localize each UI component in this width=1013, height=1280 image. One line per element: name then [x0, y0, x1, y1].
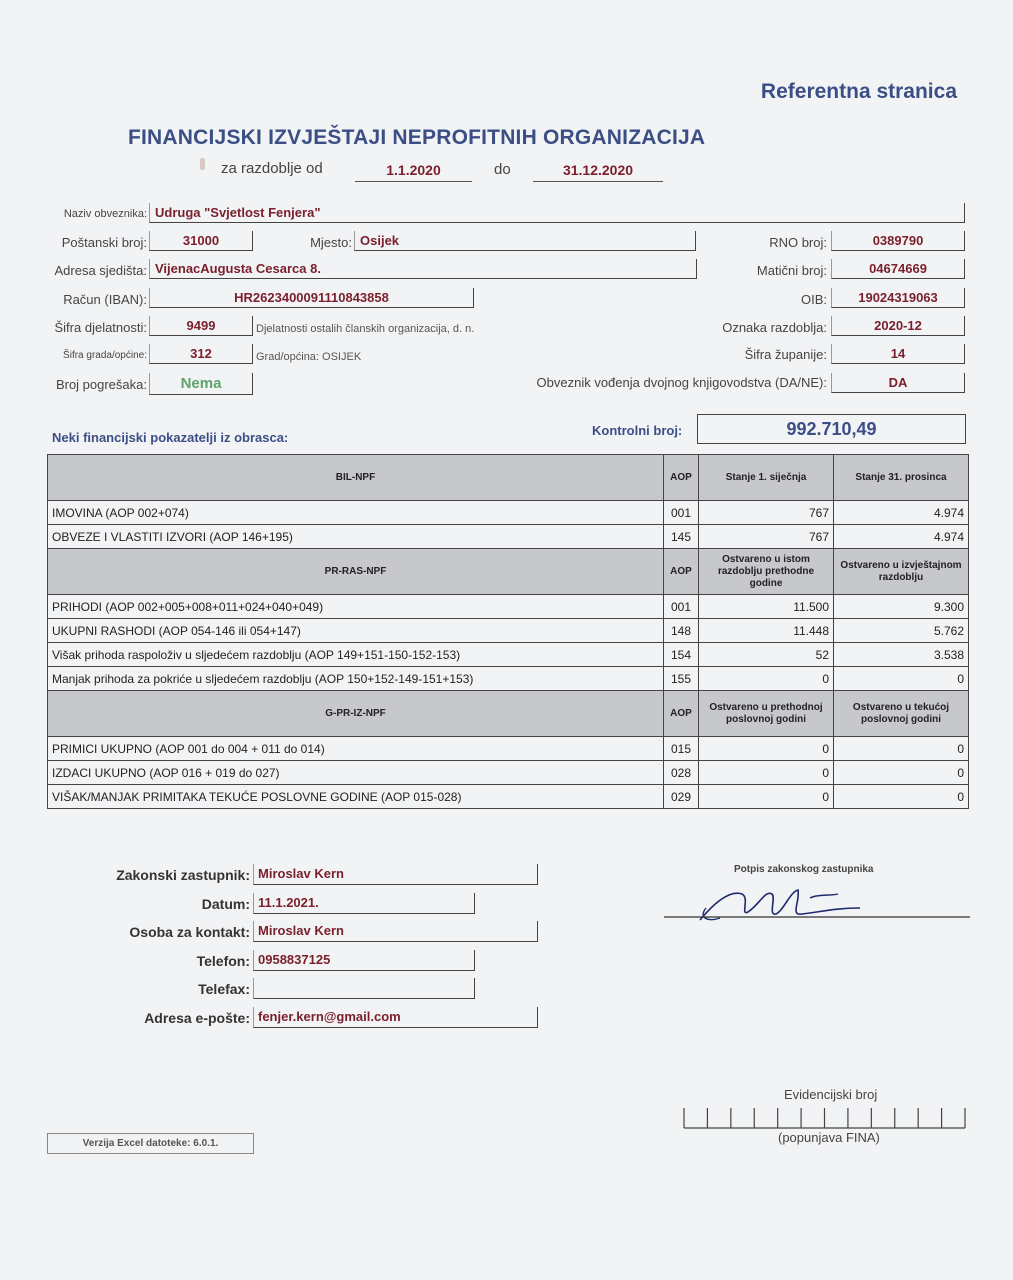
grad-label: Šifra grada/općine: [63, 350, 147, 361]
telefon-field[interactable] [253, 950, 475, 971]
email-field[interactable] [253, 1007, 538, 1028]
djelatnost-field[interactable] [149, 316, 253, 336]
row-value-2: 5.762 [834, 619, 969, 643]
dvojno-field[interactable] [831, 373, 965, 393]
row-value-1: 767 [699, 501, 834, 525]
zastupnik-label: Zakonski zastupnik: [116, 867, 250, 883]
row-aop: 154 [664, 643, 699, 667]
evidencijski-broj-boxes[interactable] [683, 1106, 967, 1130]
table-row [48, 619, 969, 643]
dvojno-label: Obveznik vođenja dvojnog knjigovodstva (DA/NE): [536, 375, 827, 390]
column-header: Stanje 31. prosinca [834, 455, 969, 501]
table-row [48, 501, 969, 525]
row-value-1: 0 [699, 785, 834, 809]
period-from: 1.1.2020 [355, 162, 472, 182]
zastupnik-value: Miroslav Kern [258, 866, 344, 881]
grad-description: Grad/općina: OSIJEK [256, 351, 362, 363]
racun-value: HR2623400091110843858 [234, 290, 389, 305]
oib-field[interactable] [831, 288, 965, 308]
table-row [48, 595, 969, 619]
row-aop: 015 [664, 737, 699, 761]
row-value-1: 11.448 [699, 619, 834, 643]
postanski-field[interactable] [149, 231, 253, 251]
telefon-label: Telefon: [196, 953, 250, 969]
financial-indicators-table [47, 454, 969, 809]
pogreske-value: Nema [180, 375, 222, 392]
oznaka-value: 2020-12 [874, 318, 922, 333]
row-value-2: 4.974 [834, 525, 969, 549]
row-label: OBVEZE I VLASTITI IZVORI (AOP 146+195) [48, 525, 664, 549]
table-row [48, 643, 969, 667]
popunjava-label: (popunjava FINA) [778, 1130, 880, 1145]
pogreske-field[interactable] [149, 373, 253, 395]
table-row [48, 737, 969, 761]
version-box: Verzija Excel datoteke: 6.0.1. [47, 1133, 254, 1154]
oib-value: 19024319063 [858, 290, 938, 305]
maticni-label: Matični broj: [756, 263, 827, 278]
row-value-1: 52 [699, 643, 834, 667]
email-value: fenjer.kern@gmail.com [258, 1009, 401, 1024]
row-value-2: 0 [834, 737, 969, 761]
row-label: Višak prihoda raspoloživ u sljedećem razdoblju (AOP 149+151-150-152-153) [48, 643, 664, 667]
period-to-label: do [494, 161, 511, 178]
section-header-row [48, 691, 969, 737]
zastupnik-field[interactable] [253, 864, 538, 885]
row-value-2: 9.300 [834, 595, 969, 619]
row-value-2: 4.974 [834, 501, 969, 525]
column-header: Ostvareno u tekućoj poslovnoj godini [834, 691, 969, 737]
djelatnost-label: Šifra djelatnosti: [54, 320, 147, 335]
adresa-label: Adresa sjedišta: [54, 263, 147, 278]
aop-header: AOP [664, 549, 699, 595]
period-label: za razdoblje od [221, 160, 323, 177]
column-header: Ostvareno u izvještajnom razdoblju [834, 549, 969, 595]
datum-label: Datum: [201, 896, 250, 912]
grad-value: 312 [190, 346, 212, 361]
row-aop: 001 [664, 595, 699, 619]
row-aop: 001 [664, 501, 699, 525]
adresa-field[interactable] [149, 259, 697, 279]
telefon-value: 0958837125 [258, 952, 331, 967]
oznaka-label: Oznaka razdoblja: [722, 320, 827, 335]
zupanija-label: Šifra županije: [744, 347, 827, 362]
row-value-2: 0 [834, 667, 969, 691]
telefax-field[interactable] [253, 978, 475, 999]
kontakt-field[interactable] [253, 921, 538, 942]
row-aop: 145 [664, 525, 699, 549]
maticni-field[interactable] [831, 259, 965, 279]
evidencijski-label: Evidencijski broj [784, 1087, 878, 1102]
column-header: Ostvareno u prethodnoj poslovnoj godini [699, 691, 834, 737]
period-to: 31.12.2020 [533, 162, 663, 182]
row-value-1: 0 [699, 737, 834, 761]
aop-header: AOP [664, 455, 699, 501]
row-label: Manjak prihoda za pokriće u sljedećem razdoblju (AOP 150+152-149-151+153) [48, 667, 664, 691]
kontakt-label: Osoba za kontakt: [129, 924, 250, 940]
row-aop: 028 [664, 761, 699, 785]
grad-field[interactable] [149, 344, 253, 364]
naziv-field[interactable] [149, 203, 965, 223]
rno-value: 0389790 [872, 233, 924, 248]
mjesto-value: Osijek [360, 233, 400, 248]
kontrolni-field [697, 414, 966, 444]
page-title: FINANCIJSKI IZVJEŠTAJI NEPROFITNIH ORGANIZACIJA [128, 126, 706, 149]
mjesto-field[interactable] [354, 231, 696, 251]
postanski-label: Poštanski broj: [61, 235, 147, 250]
row-label: UKUPNI RASHODI (AOP 054-146 ili 054+147) [48, 619, 664, 643]
row-label: VIŠAK/MANJAK PRIMITAKA TEKUĆE POSLOVNE GODINE (AOP 015-028) [48, 785, 664, 809]
kontrolni-label: Kontrolni broj: [592, 423, 683, 438]
row-label: PRIHODI (AOP 002+005+008+011+024+040+049) [48, 595, 664, 619]
djelatnost-value: 9499 [186, 318, 216, 333]
section-header-row [48, 455, 969, 501]
kontrolni-value: 992.710,49 [786, 419, 877, 439]
row-label: IMOVINA (AOP 002+074) [48, 501, 664, 525]
postanski-value: 31000 [182, 233, 220, 248]
row-value-2: 0 [834, 761, 969, 785]
potpis-label: Potpis zakonskog zastupnika [734, 864, 874, 875]
racun-label: Račun (IBAN): [63, 292, 147, 307]
period-dot-icon [200, 158, 205, 170]
reference-page-label: Referentna stranica [760, 80, 957, 103]
rno-label: RNO broj: [769, 235, 827, 250]
row-label: IZDACI UKUPNO (AOP 016 + 019 do 027) [48, 761, 664, 785]
racun-field[interactable] [149, 288, 474, 308]
oib-label: OIB: [800, 292, 827, 307]
naziv-value: Udruga "Svjetlost Fenjera" [155, 205, 321, 220]
telefax-label: Telefax: [198, 981, 250, 997]
datum-field[interactable] [253, 893, 475, 914]
aop-header: AOP [664, 691, 699, 737]
row-value-2: 3.538 [834, 643, 969, 667]
maticni-value: 04674669 [869, 261, 927, 276]
zupanija-field[interactable] [831, 344, 965, 364]
section-title: BIL-NPF [48, 455, 664, 501]
row-label: PRIMICI UKUPNO (AOP 001 do 004 + 011 do 014) [48, 737, 664, 761]
adresa-value: VijenacAugusta Cesarca 8. [155, 261, 321, 276]
rno-field[interactable] [831, 231, 965, 251]
row-value-1: 767 [699, 525, 834, 549]
djelatnost-description: Djelatnosti ostalih članskih organizacija, d. n. [256, 323, 475, 335]
column-header: Stanje 1. siječnja [699, 455, 834, 501]
section-header-row [48, 549, 969, 595]
zupanija-value: 14 [890, 346, 906, 361]
row-value-1: 11.500 [699, 595, 834, 619]
row-value-2: 0 [834, 785, 969, 809]
row-aop: 029 [664, 785, 699, 809]
kontakt-value: Miroslav Kern [258, 923, 344, 938]
row-aop: 148 [664, 619, 699, 643]
naziv-label: Naziv obveznika: [63, 208, 147, 220]
section-title: G-PR-IZ-NPF [48, 691, 664, 737]
row-value-1: 0 [699, 761, 834, 785]
row-value-1: 0 [699, 667, 834, 691]
table-row [48, 761, 969, 785]
row-aop: 155 [664, 667, 699, 691]
table-row [48, 667, 969, 691]
pogreske-label: Broj pogrešaka: [55, 377, 147, 392]
oznaka-field[interactable] [831, 316, 965, 336]
dvojno-value: DA [888, 375, 908, 390]
indicators-label: Neki financijski pokazatelji iz obrasca: [52, 430, 289, 445]
column-header: Ostvareno u istom razdoblju prethodne godine [699, 549, 834, 595]
datum-value: 11.1.2021. [258, 895, 319, 910]
email-label: Adresa e-pošte: [144, 1010, 250, 1026]
section-title: PR-RAS-NPF [48, 549, 664, 595]
handwritten-signature [660, 872, 980, 932]
table-row [48, 525, 969, 549]
table-row [48, 785, 969, 809]
mjesto-label: Mjesto: [310, 235, 352, 250]
